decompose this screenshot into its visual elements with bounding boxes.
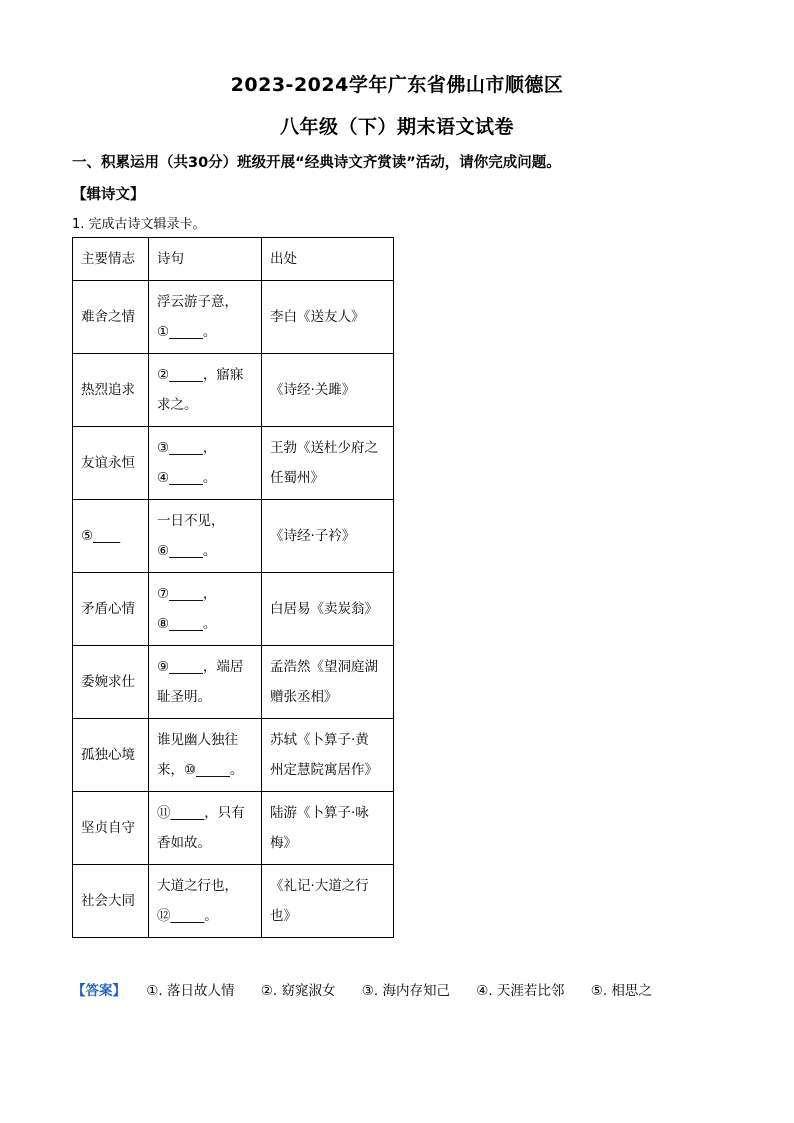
verse-cell	[149, 281, 262, 354]
header-source: 出处	[262, 238, 394, 281]
table-row	[73, 427, 394, 500]
emotion-cell: 难舍之情	[73, 281, 149, 354]
table-row	[73, 646, 394, 719]
verse-cell	[149, 354, 262, 427]
verse-cell	[149, 500, 262, 573]
table-row	[73, 792, 394, 865]
source-line: 《诗经·子衿》	[270, 528, 356, 544]
table-header-row	[73, 238, 394, 281]
verse-line: ⑥_____。	[157, 543, 217, 559]
answer-item: ②. 窈窕淑女	[260, 983, 336, 999]
source-line: 《礼记·大道之行	[270, 878, 369, 894]
source-cell	[262, 281, 394, 354]
verse-line: ①_____。	[157, 324, 217, 340]
verse-cell	[149, 792, 262, 865]
source-line: 任蜀州》	[270, 470, 324, 486]
answer-line	[72, 979, 674, 999]
verse-line: 求之。	[157, 397, 198, 413]
source-cell	[262, 792, 394, 865]
source-cell	[262, 865, 394, 938]
source-line: 苏轼《卜算子·黄	[270, 732, 369, 748]
source-cell	[262, 646, 394, 719]
header-emotion: 主要情志	[73, 238, 149, 281]
emotion-cell: 矛盾心情	[73, 573, 149, 646]
table-row	[73, 865, 394, 938]
table-row	[73, 719, 394, 792]
source-line: 也》	[270, 908, 297, 924]
emotion-cell: 友谊永恒	[73, 427, 149, 500]
table-row	[73, 573, 394, 646]
source-line: 赠张丞相》	[270, 689, 338, 705]
verse-cell	[149, 573, 262, 646]
verse-line: 大道之行也，	[157, 878, 238, 894]
source-cell	[262, 500, 394, 573]
verse-line: ⑧_____。	[157, 616, 217, 632]
source-cell	[262, 354, 394, 427]
verse-line: 香如故。	[157, 835, 211, 851]
verse-cell	[149, 646, 262, 719]
source-line: 孟浩然《望洞庭湖	[270, 659, 378, 675]
verse-line: ③_____，	[157, 440, 217, 456]
emotion-cell: 社会大同	[73, 865, 149, 938]
verse-line: ⑪_____，只有	[157, 805, 245, 821]
poetry-record-table	[72, 237, 394, 938]
table-row	[73, 500, 394, 573]
answer-tag: 【答案】	[72, 983, 126, 999]
verse-line: 浮云游子意，	[157, 294, 238, 310]
verse-line: 来，⑩_____。	[157, 762, 244, 778]
verse-cell	[149, 865, 262, 938]
exam-title-line1: 2023-2024学年广东省佛山市顺德区	[230, 74, 564, 96]
exam-title-line2: 八年级（下）期末语文试卷	[279, 116, 514, 138]
answer-item: ①. 落日故人情	[146, 983, 235, 999]
verse-line: ⑦_____，	[157, 586, 217, 602]
source-line: 《诗经·关雎》	[270, 382, 356, 398]
table-row	[73, 354, 394, 427]
subsection-heading: 【辑诗文】	[72, 187, 145, 203]
verse-line: ⑫_____。	[157, 908, 218, 924]
table-row	[73, 281, 394, 354]
emotion-cell: 委婉求仕	[73, 646, 149, 719]
source-line: 白居易《卖炭翁》	[270, 601, 378, 617]
verse-line: ②_____，寤寐	[157, 367, 244, 383]
source-cell	[262, 719, 394, 792]
emotion-cell: 热烈追求	[73, 354, 149, 427]
verse-line: ④_____。	[157, 470, 217, 486]
verse-line: ⑨_____，端居	[157, 659, 244, 675]
source-line: 州定慧院寓居作》	[270, 762, 378, 778]
verse-line: 一日不见，	[157, 513, 225, 529]
question-1: 1. 完成古诗文辑录卡。	[72, 217, 206, 232]
source-line: 梅》	[270, 835, 297, 851]
section-heading: 一、积累运用（共30分）班级开展“经典诗文齐赏读”活动，请你完成问题。	[72, 155, 561, 171]
emotion-cell: 孤独心境	[73, 719, 149, 792]
verse-line: 耻圣明。	[157, 689, 211, 705]
source-line: 王勃《送杜少府之	[270, 440, 378, 456]
verse-cell	[149, 719, 262, 792]
answer-item: ⑤. 相思之	[590, 983, 652, 999]
emotion-cell: 坚贞自守	[73, 792, 149, 865]
answer-item: ④. 天涯若比邻	[476, 983, 565, 999]
verse-line: 谁见幽人独往	[157, 732, 238, 748]
emotion-cell: ⑤____	[73, 500, 149, 573]
answer-item: ③. 海内存知己	[361, 983, 450, 999]
source-cell	[262, 573, 394, 646]
source-line: 陆游《卜算子·咏	[270, 805, 369, 821]
source-cell	[262, 427, 394, 500]
verse-cell	[149, 427, 262, 500]
header-verse: 诗句	[149, 238, 262, 281]
source-line: 李白《送友人》	[270, 309, 365, 325]
